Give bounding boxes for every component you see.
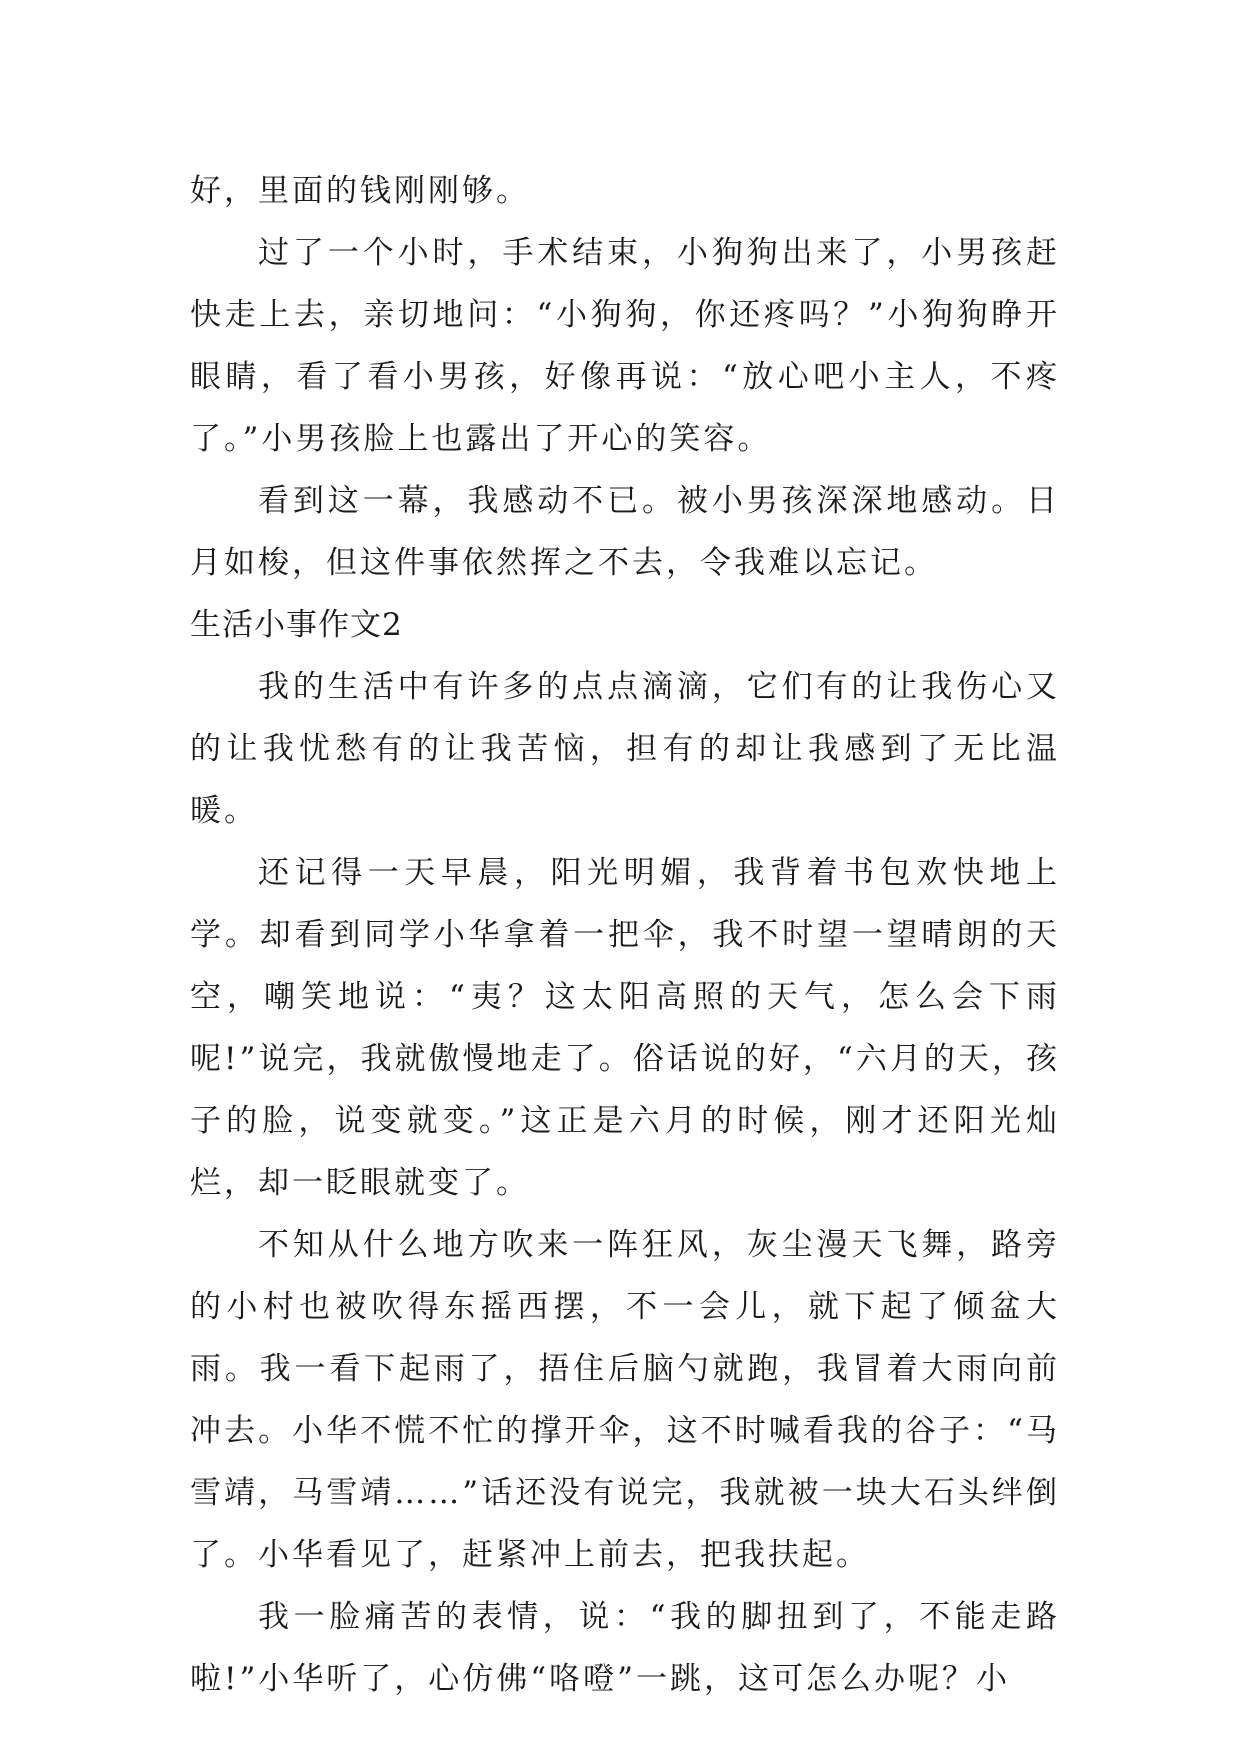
paragraph: 过了一个小时，手术结束，小狗狗出来了，小男孩赶快走上去，亲切地问：“小狗狗，你还疼吗？”小狗狗睁开眼睛，看了看小男孩，好像再说：“放心吧小主人，不疼了。”小男孩脸上也露出了开心的笑容。 xyxy=(190,235,1060,457)
paragraph: 还记得一天早晨，阳光明媚，我背着书包欢快地上学。却看到同学小华拿着一把伞，我不时望一望晴朗的天空，嘲笑地说：“夷？这太阳高照的天气，怎么会下雨呢!”说完，我就傲慢地走了。俗话说的好，“六月的天，孩子的脸，说变就变。”这正是六月的时候，刚才还阳光灿烂，却一眨眼就变了。 xyxy=(190,855,1060,1201)
body-text xyxy=(190,160,1060,1710)
paragraph: 我一脸痛苦的表情，说：“我的脚扭到了，不能走路啦!”小华听了，心仿佛“咯噔”一跳，这可怎么办呢？小 xyxy=(190,1599,1060,1697)
paragraph: 看到这一幕，我感动不已。被小男孩深深地感动。日月如梭，但这件事依然挥之不去，令我难以忘记。 xyxy=(190,483,1060,581)
paragraph: 不知从什么地方吹来一阵狂风，灰尘漫天飞舞，路旁的小村也被吹得东摇西摆，不一会儿，就下起了倾盆大雨。我一看下起雨了，捂住后脑勺就跑，我冒着大雨向前冲去。小华不慌不忙的撑开伞，这不时喊看我的谷子：“马雪靖，马雪靖……”话还没有说完，我就被一块大石头绊倒了。小华看见了，赶紧冲上前去，把我扶起。 xyxy=(190,1227,1060,1573)
paragraph: 好，里面的钱刚刚够。 xyxy=(190,173,530,209)
paragraph: 我的生活中有许多的点点滴滴，它们有的让我伤心又的让我忧愁有的让我苦恼，担有的却让我感到了无比温暖。 xyxy=(190,669,1060,829)
section-heading: 生活小事作文2 xyxy=(190,607,403,643)
